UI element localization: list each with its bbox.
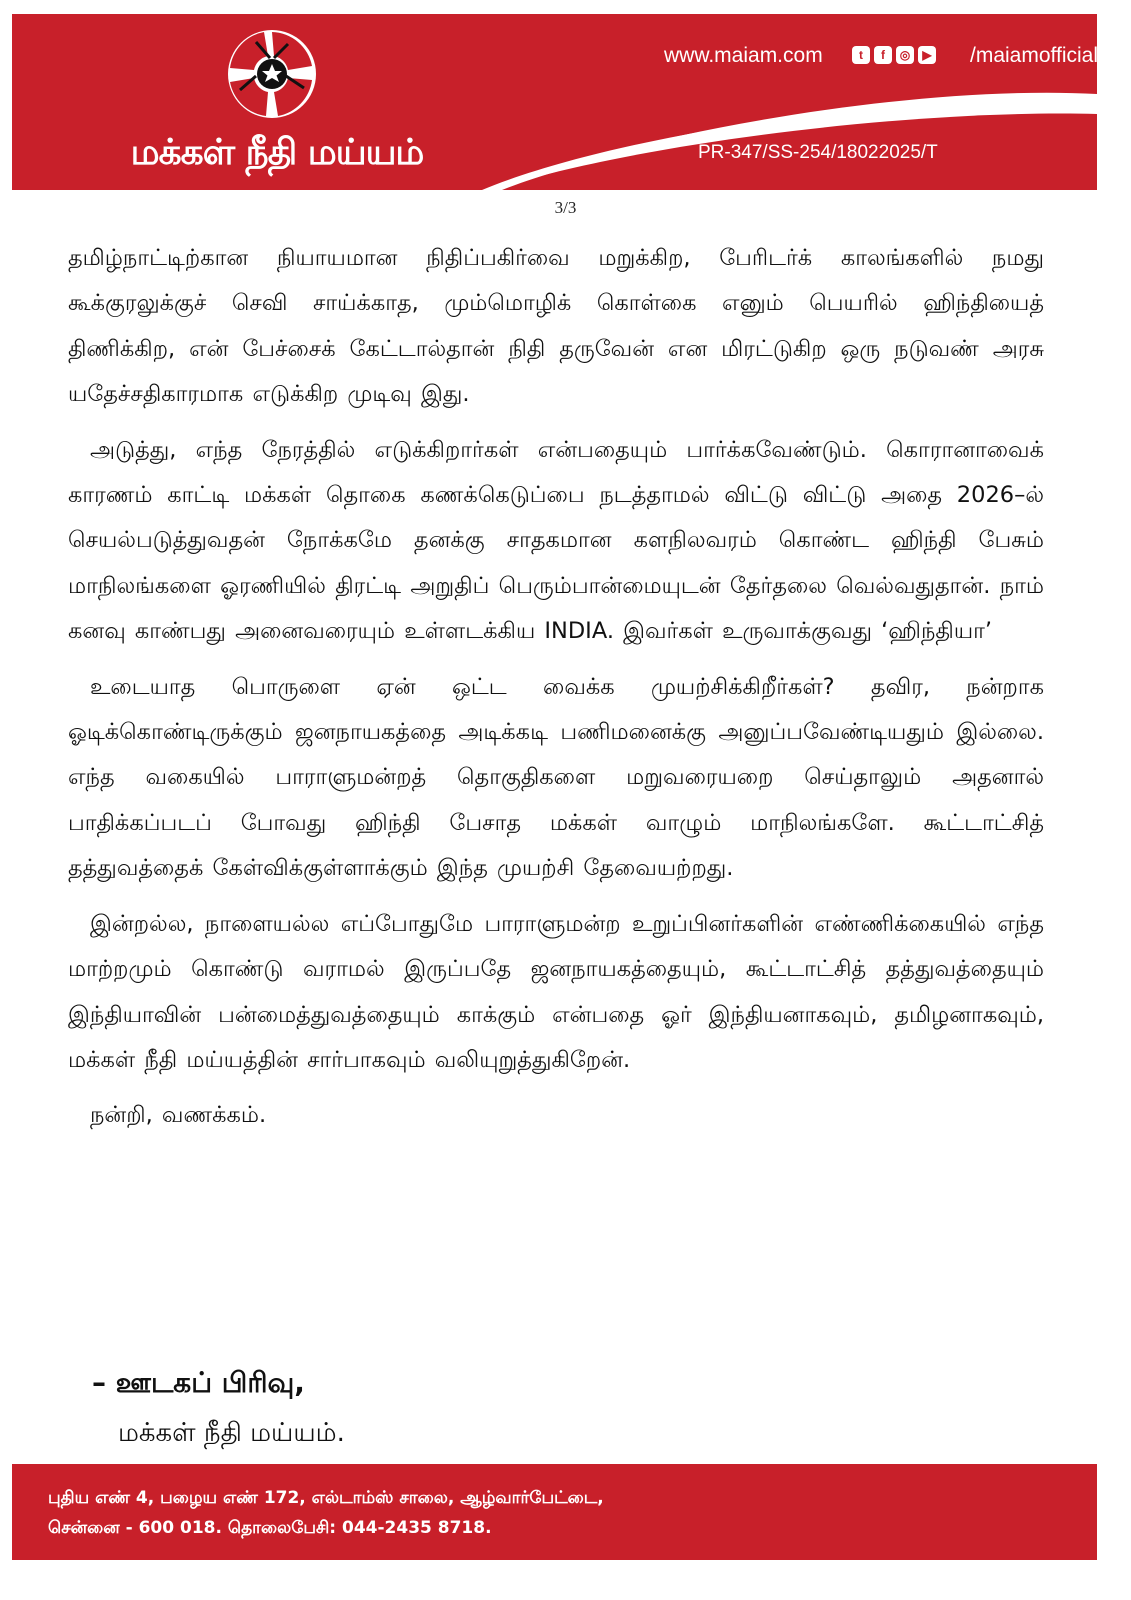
website-link[interactable]: www.maiam.com (664, 44, 823, 67)
footer-address-line1: புதிய எண் 4, பழைய எண் 172, எல்டாம்ஸ் சாலை, ஆழ்வார்பேட்டை, (48, 1488, 604, 1508)
paragraph: அடுத்து, எந்த நேரத்தில் எடுக்கிறார்கள் என்பதையும் பார்க்கவேண்டும். கொரானாவைக் காரணம் காட்டி மக்கள் தொகை கணக்கெடுப்பை நடத்தாமல் விட்டு விட்டு அதை 2026–ல் செயல்படுத்துவதன் நோக்கமே தனக்கு சாதகமான களநிலவரம் கொண்ட ஹிந்தி பேசும் மாநிலங்களை ஓரணியில் திரட்டி அறுதிப் பெரும்பான்மையுடன் தேர்தலை வெல்வதுதான். நாம் கனவு காண்பது அனைவரையும் உள்ளடக்கிய INDIA. இவர்கள் உருவாக்குவது ‘ஹிந்தியா’ (68, 436, 1044, 645)
letterhead (12, 14, 1117, 190)
closing-greeting: நன்றி, வணக்கம். (90, 1102, 267, 1129)
youtube-icon[interactable]: ▶ (918, 46, 936, 64)
social-icons (852, 46, 936, 64)
party-emblem-icon (226, 28, 318, 120)
paragraph: இன்றல்ல, நாளையல்ல எப்போதுமே பாராளுமன்ற உறுப்பினர்களின் எண்ணிக்கையில் எந்த மாற்றமும் கொண்டு வராமல் இருப்பதே ஜனநாயகத்தையும், கூட்டாட்சித் தத்துவத்தையும் இந்தியாவின் பன்மைத்துவத்தையும் காக்கும் என்பதை ஓர் இந்தியனாகவும், தமிழனாகவும், மக்கள் நீதி மய்யத்தின் சார்பாகவும் வலியுறுத்துகிறேன். (68, 910, 1044, 1073)
press-release-body (68, 236, 1044, 1149)
reference-number: PR-347/SS-254/18022025/T (698, 142, 938, 163)
footer-address-line2: சென்னை - 600 018. தொலைபேசி: 044-2435 8718. (48, 1518, 492, 1538)
signature-organization: மக்கள் நீதி மய்யம். (118, 1418, 345, 1448)
facebook-icon[interactable]: f (874, 46, 892, 64)
social-handle[interactable]: /maiamofficial (970, 44, 1098, 67)
twitter-icon[interactable]: t (852, 46, 870, 64)
signature-department: – ஊடகப் பிரிவு, (92, 1366, 305, 1399)
brand-name: மக்கள் நீதி மய்யம் (130, 132, 424, 173)
page-number: 3/3 (554, 198, 577, 217)
paragraph: தமிழ்நாட்டிற்கான நியாயமான நிதிப்பகிர்வை மறுக்கிற, பேரிடர்க் காலங்களில் நமது கூக்குரலுக்குச் செவி சாய்க்காத, மும்மொழிக் கொள்கை எனும் பெயரில் ஹிந்தியைத் திணிக்கிற, என் பேச்சைக் கேட்டால்தான் நிதி தருவேன் என மிரட்டுகிற ஒரு நடுவண் அரசு யதேச்சதிகாரமாக எடுக்கிற முடிவு இது. (68, 245, 1044, 408)
footer-band (12, 1464, 1097, 1560)
paragraph: உடையாத பொருளை ஏன் ஒட்ட வைக்க முயற்சிக்கிறீர்கள்? தவிர, நன்றாக ஓடிக்கொண்டிருக்கும் ஜனநாயகத்தை அடிக்கடி பணிமனைக்கு அனுப்பவேண்டியதும் இல்லை. எந்த வகையில் பாராளுமன்றத் தொகுதிகளை மறுவரையறை செய்தாலும் அதனால் பாதிக்கப்படப் போவது ஹிந்தி பேசாத மக்கள் வாழும் மாநிலங்களே. கூட்டாட்சித் தத்துவத்தைக் கேள்விக்குள்ளாக்கும் இந்த முயற்சி தேவையற்றது. (68, 673, 1045, 882)
instagram-icon[interactable]: ◎ (896, 46, 914, 64)
